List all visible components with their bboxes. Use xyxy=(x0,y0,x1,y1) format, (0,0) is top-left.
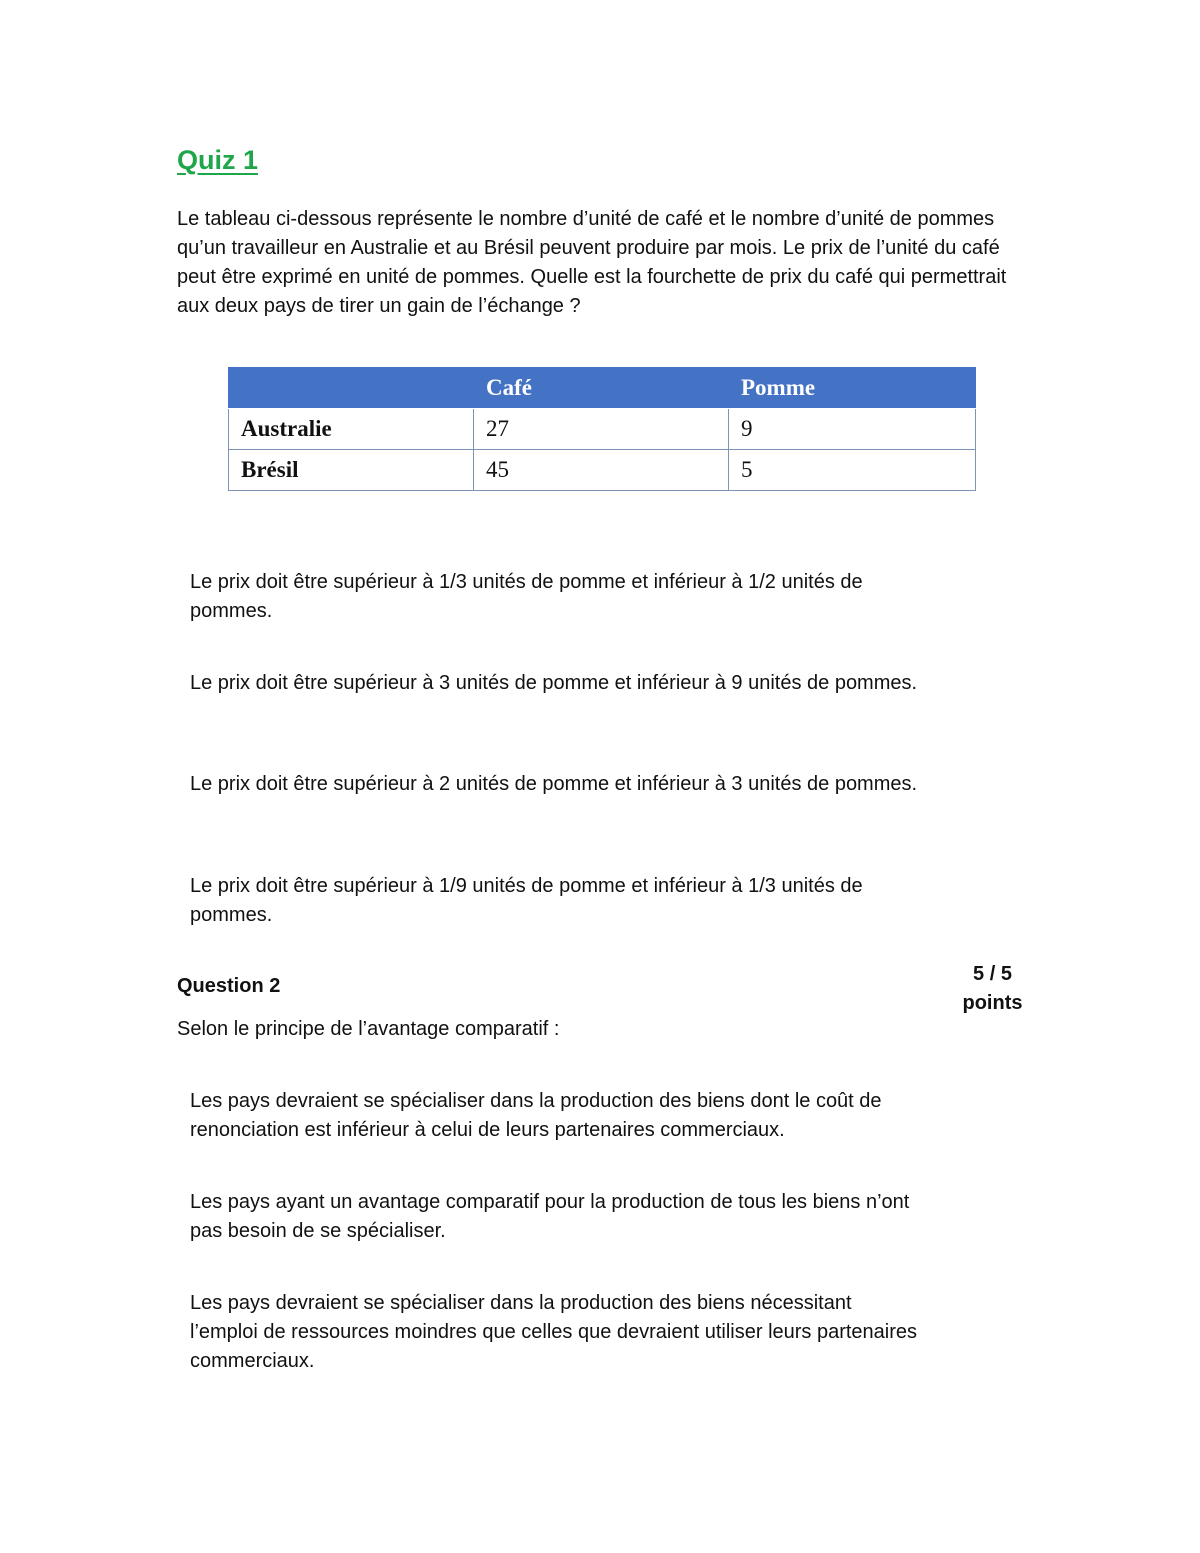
table-cell-country: Australie xyxy=(229,409,474,450)
quiz-intro-text: Le tableau ci-dessous représente le nombre d’unité de café et le nombre d’unité de pommes qu’un travailleur en Australie et au Brésil peuvent produire par mois. Le prix de l’unité du café peut être exprimé en unité de pommes. Quelle est la fourchette de prix du café qui permettrait aux deux pays de tirer un gain de l’échange ? xyxy=(177,208,1007,317)
question2-option-3[interactable]: Les pays devraient se spécialiser dans la production des biens nécessitant l’emploi de ressources moindres que celles que devraient utiliser leurs partenaires commerciaux. xyxy=(190,1292,918,1372)
table-header-empty xyxy=(229,368,474,409)
table-cell-cafe: 45 xyxy=(474,450,729,491)
quiz-option-3[interactable]: Le prix doit être supérieur à 2 unités de pomme et inférieur à 3 unités de pommes. xyxy=(190,773,918,795)
table-row xyxy=(229,450,976,491)
quiz-option-4[interactable]: Le prix doit être supérieur à 1/9 unités de pomme et inférieur à 1/3 unités de pommes. xyxy=(190,875,863,926)
quiz-title: Quiz 1 xyxy=(177,145,259,175)
table-header-pomme: Pomme xyxy=(729,368,976,409)
quiz-option-1[interactable]: Le prix doit être supérieur à 1/3 unités de pomme et inférieur à 1/2 unités de pommes. xyxy=(190,571,863,622)
table-row xyxy=(229,409,976,450)
production-table xyxy=(228,367,976,491)
question2-score xyxy=(940,960,1045,1018)
score-value: 5 / 5 xyxy=(973,963,1012,985)
table-cell-pomme: 9 xyxy=(729,409,976,450)
question2-prompt: Selon le principe de l’avantage comparatif : xyxy=(177,1018,560,1040)
table-header-cafe: Café xyxy=(474,368,729,409)
table-cell-pomme: 5 xyxy=(729,450,976,491)
table-header-row xyxy=(229,368,976,409)
question2-option-2[interactable]: Les pays ayant un avantage comparatif pour la production de tous les biens n’ont pas besoin de se spécialiser. xyxy=(190,1191,910,1242)
question2-option-1[interactable]: Les pays devraient se spécialiser dans la production des biens dont le coût de renonciation est inférieur à celui de leurs partenaires commerciaux. xyxy=(190,1090,882,1141)
table-cell-country: Brésil xyxy=(229,450,474,491)
question2-title: Question 2 xyxy=(177,975,281,997)
table-cell-cafe: 27 xyxy=(474,409,729,450)
score-unit: points xyxy=(962,992,1023,1014)
quiz-option-2[interactable]: Le prix doit être supérieur à 3 unités de pomme et inférieur à 9 unités de pommes. xyxy=(190,672,918,694)
